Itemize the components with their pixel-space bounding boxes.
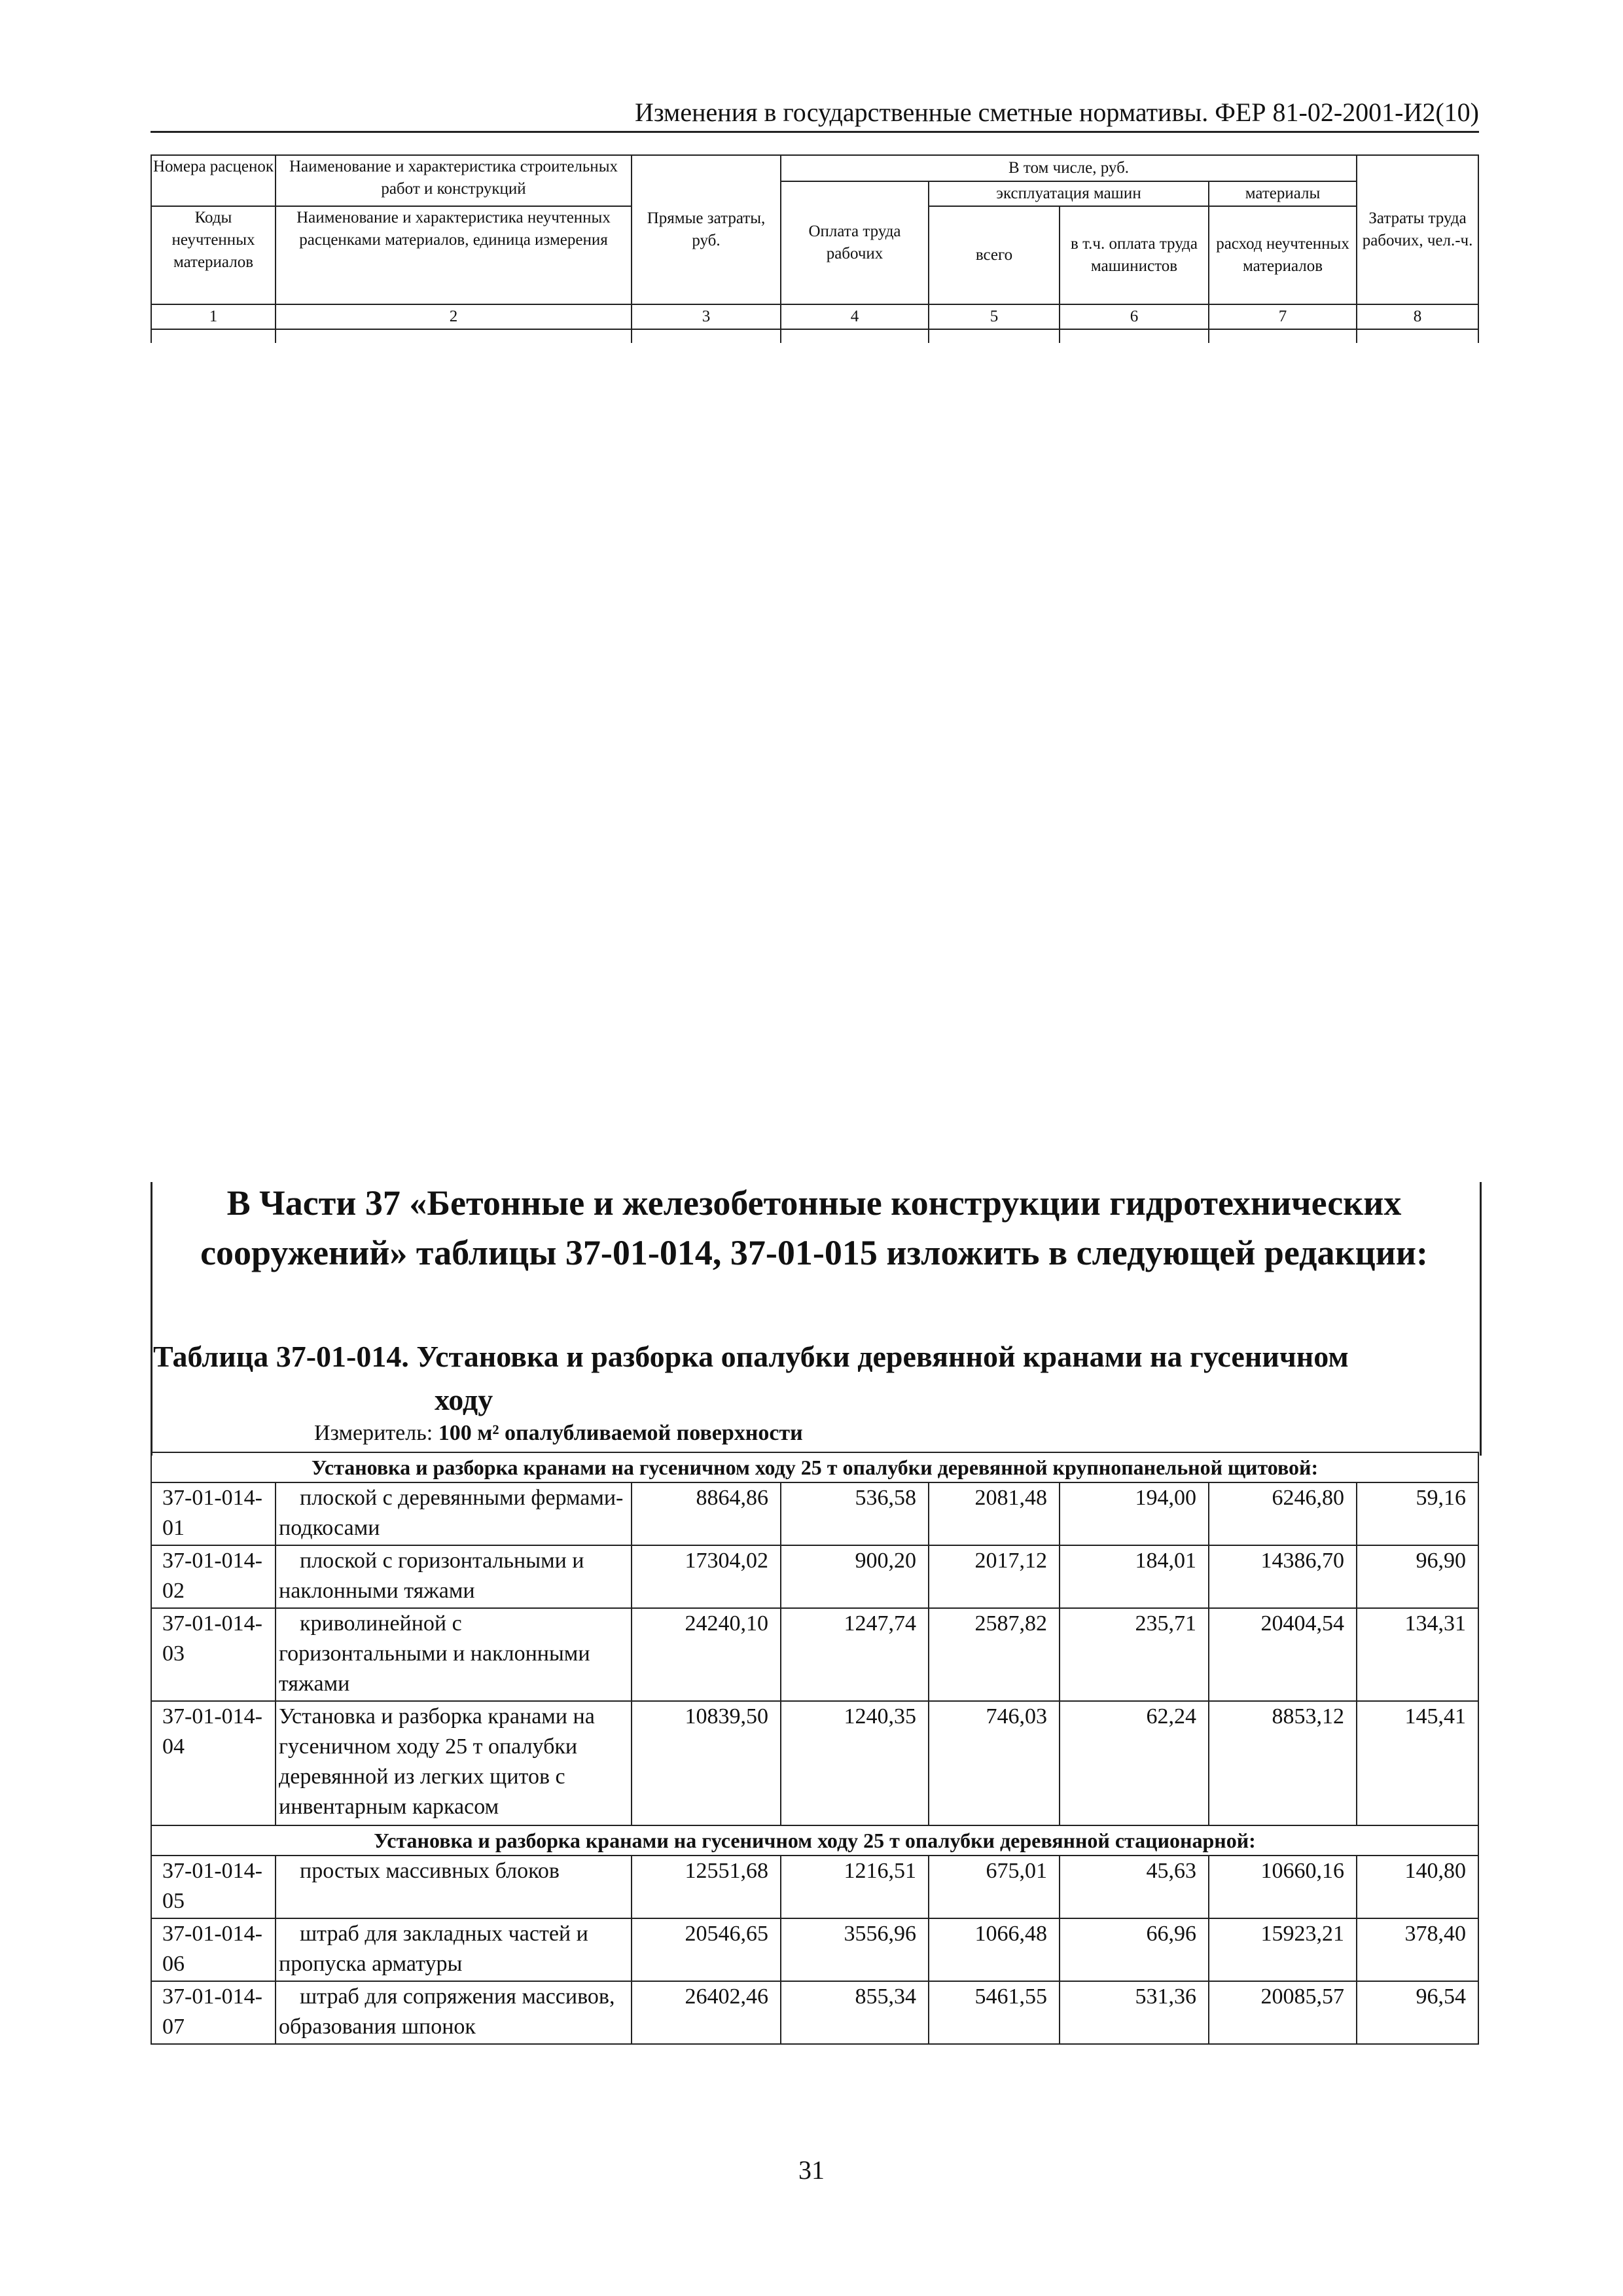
table-row (151, 1981, 1478, 2044)
row-labor-hours: 140,80 (1357, 1856, 1478, 1918)
row-name: плоской с горизонтальными и наклонными тяжами (276, 1545, 632, 1608)
row-materials: 10660,16 (1209, 1856, 1357, 1918)
header-col3: Прямые затраты, руб. (632, 155, 781, 304)
header-col2-top: Наименование и характеристика строительных работ и конструкций (276, 155, 632, 206)
row-labor-cost: 900,20 (781, 1545, 929, 1608)
row-name: криволинейной с горизонтальными и наклонными тяжами (276, 1608, 632, 1701)
group-header-stationary: Установка и разборка кранами на гусеничном ходу 25 т опалубки деревянной стационарной: (151, 1825, 1478, 1856)
row-labor-cost: 3556,96 (781, 1918, 929, 1981)
col-number-7: 7 (1209, 304, 1357, 329)
row-code: 37-01-014-03 (151, 1608, 276, 1701)
row-name: штраб для закладных частей и пропуска арматуры (276, 1918, 632, 1981)
row-direct-cost: 10839,50 (632, 1701, 781, 1825)
row-code: 37-01-014-05 (151, 1856, 276, 1918)
header-col2-bottom: Наименование и характеристика неучтенных расценками материалов, единица измерения (276, 206, 632, 304)
row-labor-cost: 536,58 (781, 1482, 929, 1545)
row-labor-cost: 1240,35 (781, 1701, 929, 1825)
row-machine-cost: 746,03 (929, 1701, 1060, 1825)
row-labor-cost: 855,34 (781, 1981, 929, 2044)
measure-unit (314, 1418, 803, 1449)
row-operator-labor: 62,24 (1060, 1701, 1209, 1825)
row-direct-cost: 12551,68 (632, 1856, 781, 1918)
row-direct-cost: 20546,65 (632, 1918, 781, 1981)
row-code: 37-01-014-02 (151, 1545, 276, 1608)
header-col1-top: Номера расценок (151, 155, 276, 206)
table-row (151, 1608, 1478, 1701)
row-operator-labor: 531,36 (1060, 1981, 1209, 2044)
section-title: В Части 37 «Бетонные и железобетонные конструкции гидротехнических сооружений» таблицы 37-01-014, 37-01-015 изложить в следующей редакции: (200, 1183, 1428, 1272)
table-row (151, 1918, 1478, 1981)
row-machine-cost: 2081,48 (929, 1482, 1060, 1545)
col-number-8: 8 (1357, 304, 1478, 329)
row-labor-hours: 96,54 (1357, 1981, 1478, 2044)
row-code: 37-01-014-01 (151, 1482, 276, 1545)
row-direct-cost: 26402,46 (632, 1981, 781, 2044)
row-machine-cost: 675,01 (929, 1856, 1060, 1918)
header-col1-bottom: Коды неучтенных материалов (151, 206, 276, 304)
header-col4: Оплата труда рабочих (781, 181, 929, 304)
header-machines: эксплуатация машин (929, 181, 1209, 206)
col-number-2: 2 (276, 304, 632, 329)
row-machine-cost: 1066,48 (929, 1918, 1060, 1981)
row-code: 37-01-014-07 (151, 1981, 276, 2044)
rates-table (151, 1452, 1479, 2045)
row-operator-labor: 184,01 (1060, 1545, 1209, 1608)
header-col8: Затраты труда рабочих, чел.-ч. (1357, 155, 1478, 304)
row-materials: 15923,21 (1209, 1918, 1357, 1981)
header-in-total: В том числе, руб. (781, 155, 1357, 181)
column-header-table (151, 154, 1479, 343)
row-labor-hours: 59,16 (1357, 1482, 1478, 1545)
row-operator-labor: 194,00 (1060, 1482, 1209, 1545)
row-machine-cost: 2587,82 (929, 1608, 1060, 1701)
row-materials: 14386,70 (1209, 1545, 1357, 1608)
table-title-line1: Таблица 37-01-014. Установка и разборка опалубки деревянной кранами на гусеничном (153, 1340, 1349, 1373)
row-materials: 6246,80 (1209, 1482, 1357, 1545)
measure-label: Измеритель: (314, 1421, 438, 1445)
row-direct-cost: 17304,02 (632, 1545, 781, 1608)
table-title-line2: ходу (435, 1383, 493, 1416)
row-labor-hours: 96,90 (1357, 1545, 1478, 1608)
col-number-4: 4 (781, 304, 929, 329)
row-materials: 20085,57 (1209, 1981, 1357, 2044)
row-name: Установка и разборка кранами на гусеничном ходу 25 т опалубки деревянной из легких щитов с инвентарным каркасом (276, 1701, 632, 1825)
page-number: 31 (798, 2155, 825, 2185)
table-title (153, 1335, 1475, 1422)
table-row (151, 1701, 1478, 1825)
row-materials: 20404,54 (1209, 1608, 1357, 1701)
row-operator-labor: 45,63 (1060, 1856, 1209, 1918)
row-operator-labor: 235,71 (1060, 1608, 1209, 1701)
row-labor-hours: 378,40 (1357, 1918, 1478, 1981)
row-machine-cost: 2017,12 (929, 1545, 1060, 1608)
table-row (151, 1482, 1478, 1545)
row-labor-hours: 134,31 (1357, 1608, 1478, 1701)
measure-value: 100 м² опалубливаемой поверхности (438, 1421, 803, 1445)
row-name: штраб для сопряжения массивов, образования шпонок (276, 1981, 632, 2044)
row-direct-cost: 24240,10 (632, 1608, 781, 1701)
col-number-1: 1 (151, 304, 276, 329)
row-operator-labor: 66,96 (1060, 1918, 1209, 1981)
header-materials: материалы (1209, 181, 1357, 206)
col-number-6: 6 (1060, 304, 1209, 329)
row-materials: 8853,12 (1209, 1701, 1357, 1825)
table-row (151, 1545, 1478, 1608)
row-name: простых массивных блоков (276, 1856, 632, 1918)
col-number-5: 5 (929, 304, 1060, 329)
row-code: 37-01-014-06 (151, 1918, 276, 1981)
header-col7: расход неучтенных материалов (1209, 206, 1357, 304)
running-header: Изменения в государственные сметные нормативы. ФЕР 81-02-2001-И2(10) (151, 94, 1479, 133)
row-labor-hours: 145,41 (1357, 1701, 1478, 1825)
row-labor-cost: 1247,74 (781, 1608, 929, 1701)
row-machine-cost: 5461,55 (929, 1981, 1060, 2044)
row-labor-cost: 1216,51 (781, 1856, 929, 1918)
header-col5: всего (929, 206, 1060, 304)
table-row (151, 1856, 1478, 1918)
row-name: плоской с деревянными фермами-подкосами (276, 1482, 632, 1545)
header-col6: в т.ч. оплата труда машинистов (1060, 206, 1209, 304)
group-header-panel: Установка и разборка кранами на гусеничном ходу 25 т опалубки деревянной крупнопанельной щитовой: (151, 1452, 1478, 1482)
row-code: 37-01-014-04 (151, 1701, 276, 1825)
row-direct-cost: 8864,86 (632, 1482, 781, 1545)
col-number-3: 3 (632, 304, 781, 329)
